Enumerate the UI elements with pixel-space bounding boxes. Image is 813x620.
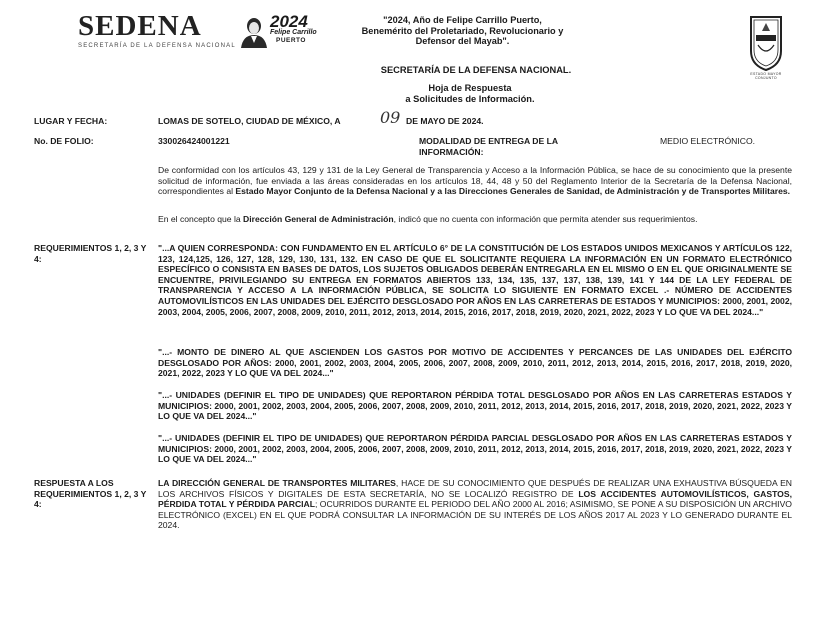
date-value: DE MAYO DE 2024. [406, 116, 484, 126]
department-title: SECRETARÍA DE LA DEFENSA NACIONAL. [380, 65, 572, 75]
concept-text-end: , indicó que no cuenta con información que permita atender sus requerimientos. [393, 214, 698, 224]
response-bold-items: LOS ACCIDENTES AUTOMOVILÍSTICOS, GASTOS, PÉRDIDA TOTAL Y PÉRDIDA PARCIAL [158, 488, 792, 510]
requirement-4: "...- UNIDADES (DEFINIR EL TIPO DE UNIDADES) QUE REPORTARON PÉRDIDA PARCIAL DESGLOSADO POR AÑOS EN LAS CARRETERAS ESTADOS Y MUNICIPIOS: 2000, 2001, 2002, 2003, 2004, 2005, 2006, 2007, 2008, 2009, 2010, 2011, 2012, 2013, 2014, 2015, 2016, 2017, 2018, 2019, 2020, 2021, 2022, 2023 Y LO QUE VA DEL 2024..." [158, 433, 792, 465]
estado-mayor-seal-icon [748, 15, 784, 71]
concept-bold: Dirección General de Administración [243, 214, 394, 224]
requirement-1: "...A QUIEN CORRESPONDA: CON FUNDAMENTO EN EL ARTÍCULO 6° DE LA CONSTITUCIÓN DE LOS ESTADOS UNIDOS MEXICANOS Y ARTÍCULOS 122, 123, 124,125, 126, 127, 128, 129, 130, 131, 132. EN CASO DE QUE EL SOLICITANTE REQUIERA LA INFORMACIÓN EN UN FORMATO ELECTRÓNICO ESPECÍFICO O CONSISTA EN BASES DE DATOS, LOS SUJETOS OBLIGADOS DEBERÁN ENTREGARLA EN EL MISMO O EN EL QUE ORIGINALMENTE SE ENCUENTRE, PRIVILEGIANDO SU ENTREGA EN FORMATOS ABIERTOS 133, 134, 135, 137, 137, 138, 139, 141 Y 144 DE LA LEY FEDERAL DE TRANSPARENCIA Y ACCESO A LA INFORMACIÓN PÚBLICA, SE SOLICITA LO SIGUIENTE EN FORMATO EXCEL .- NÚMERO DE ACCIDENTES AUTOMOVILÍSTICOS EN LAS UNIDADES DEL EJÉRCITO DESGLOSADO POR AÑOS EN LAS CARRETERAS DE ESTADOS Y MUNICIPIOS: 2000, 2001, 2002, 2003, 2004, 2005, 2006, 2007, 2008, 2009, 2010, 2011, 2012, 2013, 2014, 2015, 2016, 2017, 2018, 2019, 2020, 2021, 2022, 2023 Y LO QUE VA DEL 2024..." [158, 243, 792, 317]
document-title [370, 83, 570, 104]
felipe-carrillo-portrait-icon [237, 16, 271, 48]
response-label: RESPUESTA A LOS REQUERIMIENTOS 1, 2, 3 Y 4: [34, 478, 147, 510]
concept-paragraph [158, 214, 792, 225]
response-paragraph [158, 478, 792, 531]
anniversary-name-line1: Felipe Carrillo [270, 29, 317, 36]
requirements-label: REQUERIMIENTOS 1, 2, 3 Y 4: [34, 243, 147, 264]
place-value: LOMAS DE SOTELO, CIUDAD DE MÉXICO, A [158, 116, 341, 126]
document-title-line2: a Solicitudes de Información. [405, 93, 535, 104]
requirement-3: "...- UNIDADES (DEFINIR EL TIPO DE UNIDADES) QUE REPORTARON PÉRDIDA TOTAL DESGLOSADO POR AÑOS EN LAS CARRETERAS ESTADOS Y MUNICIPIOS: 2000, 2001, 2002, 2003, 2004, 2005, 2006, 2007, 2008, 2009, 2010, 2011, 2012, 2013, 2014, 2015, 2016, 2017, 2018, 2019, 2020, 2021, 2022, 2023 Y LO QUE VA DEL 2024..." [158, 390, 792, 422]
place-date-label: LUGAR Y FECHA: [34, 116, 108, 126]
sedena-logo-text: SEDENA [78, 10, 202, 42]
intro-paragraph [158, 165, 792, 197]
modality-label: MODALIDAD DE ENTREGA DE LA INFORMACIÓN: [419, 136, 558, 157]
day-handwritten: 09 [380, 108, 401, 127]
folio-value: 330026424001221 [158, 136, 230, 146]
folio-label: No. DE FOLIO: [34, 136, 94, 146]
seal-caption: ESTADO MAYOR CONJUNTO [750, 72, 782, 80]
document-title-line1: Hoja de Respuesta [428, 83, 512, 93]
anniversary-year: 2024 [270, 12, 308, 31]
intro-bold-areas: Estado Mayor Conjunto de la Defensa Nacional y a las Direcciones Generales de Sanidad, de Administración y de Transportes Militares. [235, 186, 791, 197]
header-motto: "2024, Año de Felipe Carrillo Puerto, Benemérito del Proletariado, Revolucionario y Defensor del Mayab". [361, 15, 564, 46]
requirement-2: "...- MONTO DE DINERO AL QUE ASCIENDEN LOS GASTOS POR MOTIVO DE ACCIDENTES Y PERCANCES DE LAS UNIDADES DEL EJÉRCITO DESGLOSADO POR AÑOS: 2000, 2001, 2002, 2003, 2004, 2005, 2006, 2007, 2008, 2009, 2010, 2011, 2012, 2013, 2014, 2015, 2016, 2017, 2018, 2019, 2020, 2021, 2022, 2023 Y LO QUE VA DEL 2024..." [158, 347, 792, 379]
intro-text: De conformidad con los artículos 43, 129 y 131 de la Ley General de Transparencia y Acceso a la Información Pública, se hace de su conocimiento que la presente solicitud de información, fue enviada a las áreas consideradas en los artículos 18, 44, 48 y 50 del Reglamento Interior de la Secretaría de la Defensa Nacional, correspondientes al [158, 165, 792, 197]
modality-value: MEDIO ELECTRÓNICO. [660, 136, 756, 146]
concept-text-start: En el concepto que la [158, 214, 244, 224]
response-text-2: ; OCURRIDOS DURANTE EL PERIODO DEL AÑO 2000 AL 2016; ASIMISMO, SE PONE A SU DISPOSICIÓN UN ARCHIVO ELECTRÓNICO (EXCEL) EN EL QUE PODRÁ CONSULTAR LA INFORMACIÓN DE SU INTERÉS DE LOS AÑOS 2017 AL 2023 Y LO GENERADO DURANTE EL 2024. [158, 499, 792, 531]
anniversary-name-line2: PUERTO [276, 37, 306, 44]
sedena-logo-subtitle: SECRETARÍA DE LA DEFENSA NACIONAL [78, 43, 236, 49]
response-bold-directorate: LA DIRECCIÓN GENERAL DE TRANSPORTES MILITARES [158, 478, 396, 488]
response-text-1: , HACE DE SU CONOCIMIENTO QUE DESPUÉS DE REALIZAR UNA EXHAUSTIVA BÚSQUEDA EN LOS ARCHIVOS FÍSICOS Y DIGITALES DE ESTA SECRETARÍA, NO SE LOCALIZÓ REGISTRO DE [158, 478, 793, 499]
